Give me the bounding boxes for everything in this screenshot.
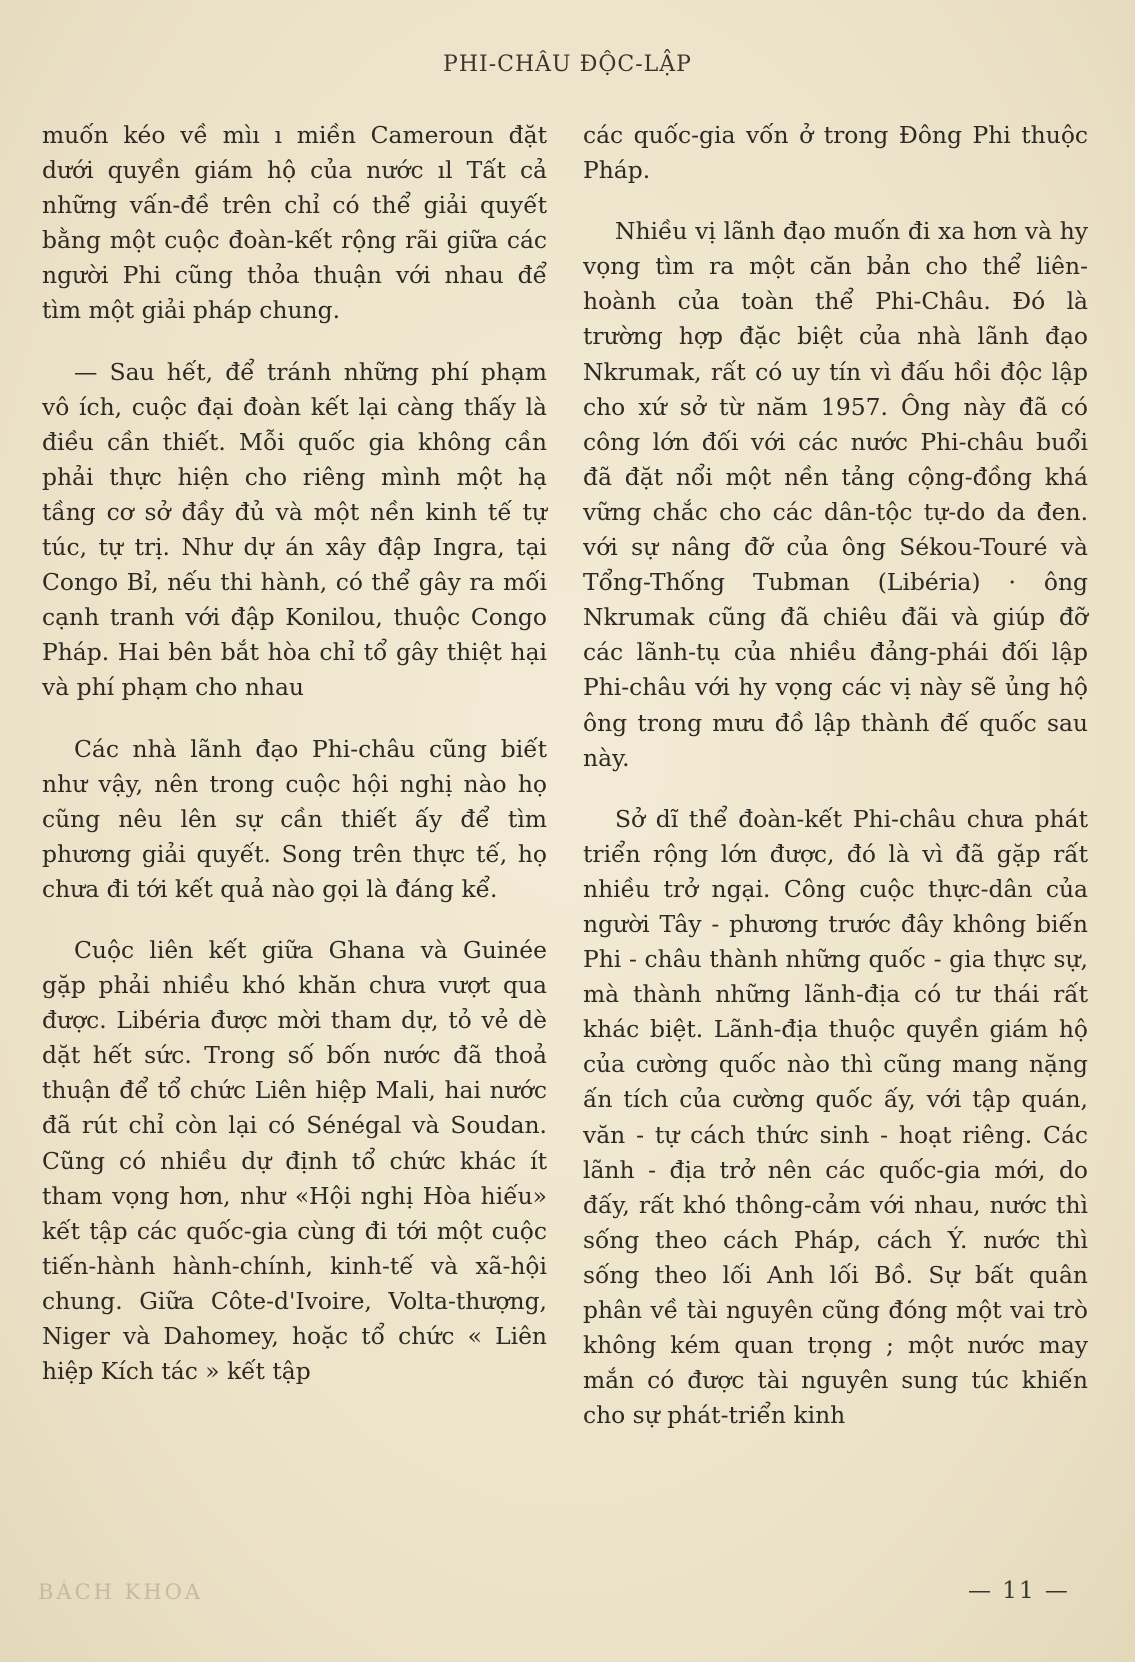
right-paragraph-3: Sở dĩ thể đoàn-kết Phi-châu chưa phát triển rộng lớn được, đó là vì đã gặp rất nhiều trở ngại. Công cuộc thực-dân của người Tây - phương trước đây không biến Phi - châu thành những quốc - gia thực sự, mà thành những lãnh-địa có tư thái rất khác biệt. Lãnh-địa thuộc quyền giám hộ của cường quốc nào thì cũng mang nặng ấn tích của cường quốc ấy, với tập quán, văn - tự cách thức sinh - hoạt riêng. Các lãnh - địa trở nên các quốc-gia mới, do đấy, rất khó thông-cảm với nhau, nước thì sống theo cách Pháp, cách Ý. nước thì sống theo lối Anh lối Bồ. Sự bất quân phân về tài nguyên cũng đóng một vai trò không kém quan trọng ; một nước may mắn có được tài nguyên sung túc khiến cho sự phát-triển kinh [583, 804, 1088, 1430]
left-paragraph-4: Cuộc liên kết giữa Ghana và Guinée gặp phải nhiều khó khăn chưa vượt qua được. Libéria được mời tham dự, tỏ vẻ dè dặt hết sức. Trong số bốn nước đã thoả thuận để tổ chức Liên hiệp Mali, hai nước đã rút chỉ còn lại có Sénégal và Soudan. Cũng có nhiều dự định tổ chức khác ít tham vọng hơn, như «Hội nghị Hòa hiếu» kết tập các quốc-gia cùng đi tới một cuộc tiến-hành hành-chính, kinh-tế và xã-hội chung. Giữa Côte-d'Ivoire, Volta-thượng, Niger và Dahomey, hoặc tổ chức « Liên hiệp Kích tác » kết tập [42, 935, 547, 1386]
footer-publication-mark: BÁCH KHOA [38, 1580, 204, 1604]
page-number: — 11 — [968, 1578, 1070, 1604]
left-paragraph-3: Các nhà lãnh đạo Phi-châu cũng biết như vậy, nên trong cuộc hội nghị nào họ cũng nêu lên sự cần thiết ấy để tìm phương giải quyết. Song trên thực tế, họ chưa đi tới kết quả nào gọi là đáng kể. [42, 734, 547, 903]
right-paragraph-1: các quốc-gia vốn ở trong Đông Phi thuộc Pháp. [583, 121, 1088, 185]
left-paragraph-1: muốn kéo về mìı ı miền Cameroun đặt dưới quyền giám hộ của nước ıl Tất cả những vấn-đề trên chỉ có thể giải quyết bằng một cuộc đoàn-kết rộng rãi giữa các người Phi cũng thỏa thuận với nhau để tìm một giải pháp chung. [42, 121, 547, 325]
right-paragraph-2: Nhiều vị lãnh đạo muốn đi xa hơn và hy vọng tìm ra một căn bản cho thể liên-hoành của toàn thể Phi-Châu. Đó là trường hợp đặc biệt của nhà lãnh đạo Nkrumak, rất có uy tín vì đấu hồi độc lập cho xứ sở từ năm 1957. Ông này đã có công lớn đối với các nước Phi-châu buổi đã đặt nổi một nền tảng cộng-đồng khá vững chắc cho các dân-tộc tự-do da đen. với sự nâng đỡ của ông Sékou-Touré và Tổng-Thống Tubman (Libéria) · ông Nkrumak cũng đã chiêu đãi và giúp đỡ các lãnh-tụ của nhiều đảng-phái đối lập Phi-châu với hy vọng các vị này sẽ ủng hộ ông trong mưu đồ lập thành đế quốc sau này. [583, 217, 1088, 772]
left-paragraph-2: — Sau hết, để tránh những phí phạm vô ích, cuộc đại đoàn kết lại càng thấy là điều cần thiết. Mỗi quốc gia không cần phải thực hiện cho riêng mình một hạ tầng cơ sở đầy đủ và một nền kinh tế tự túc, tự trị. Như dự án xây đập Ingra, tại Congo Bỉ, nếu thi hành, có thể gây ra mối cạnh tranh với đập Konilou, thuộc Congo Pháp. Hai bên bắt hòa chỉ tổ gây thiệt hại và phí phạm cho nhau [42, 357, 547, 702]
running-title: PHI-CHÂU ĐỘC-LẬP [443, 52, 692, 77]
left-column [42, 118, 547, 1389]
right-column [583, 118, 1088, 1433]
